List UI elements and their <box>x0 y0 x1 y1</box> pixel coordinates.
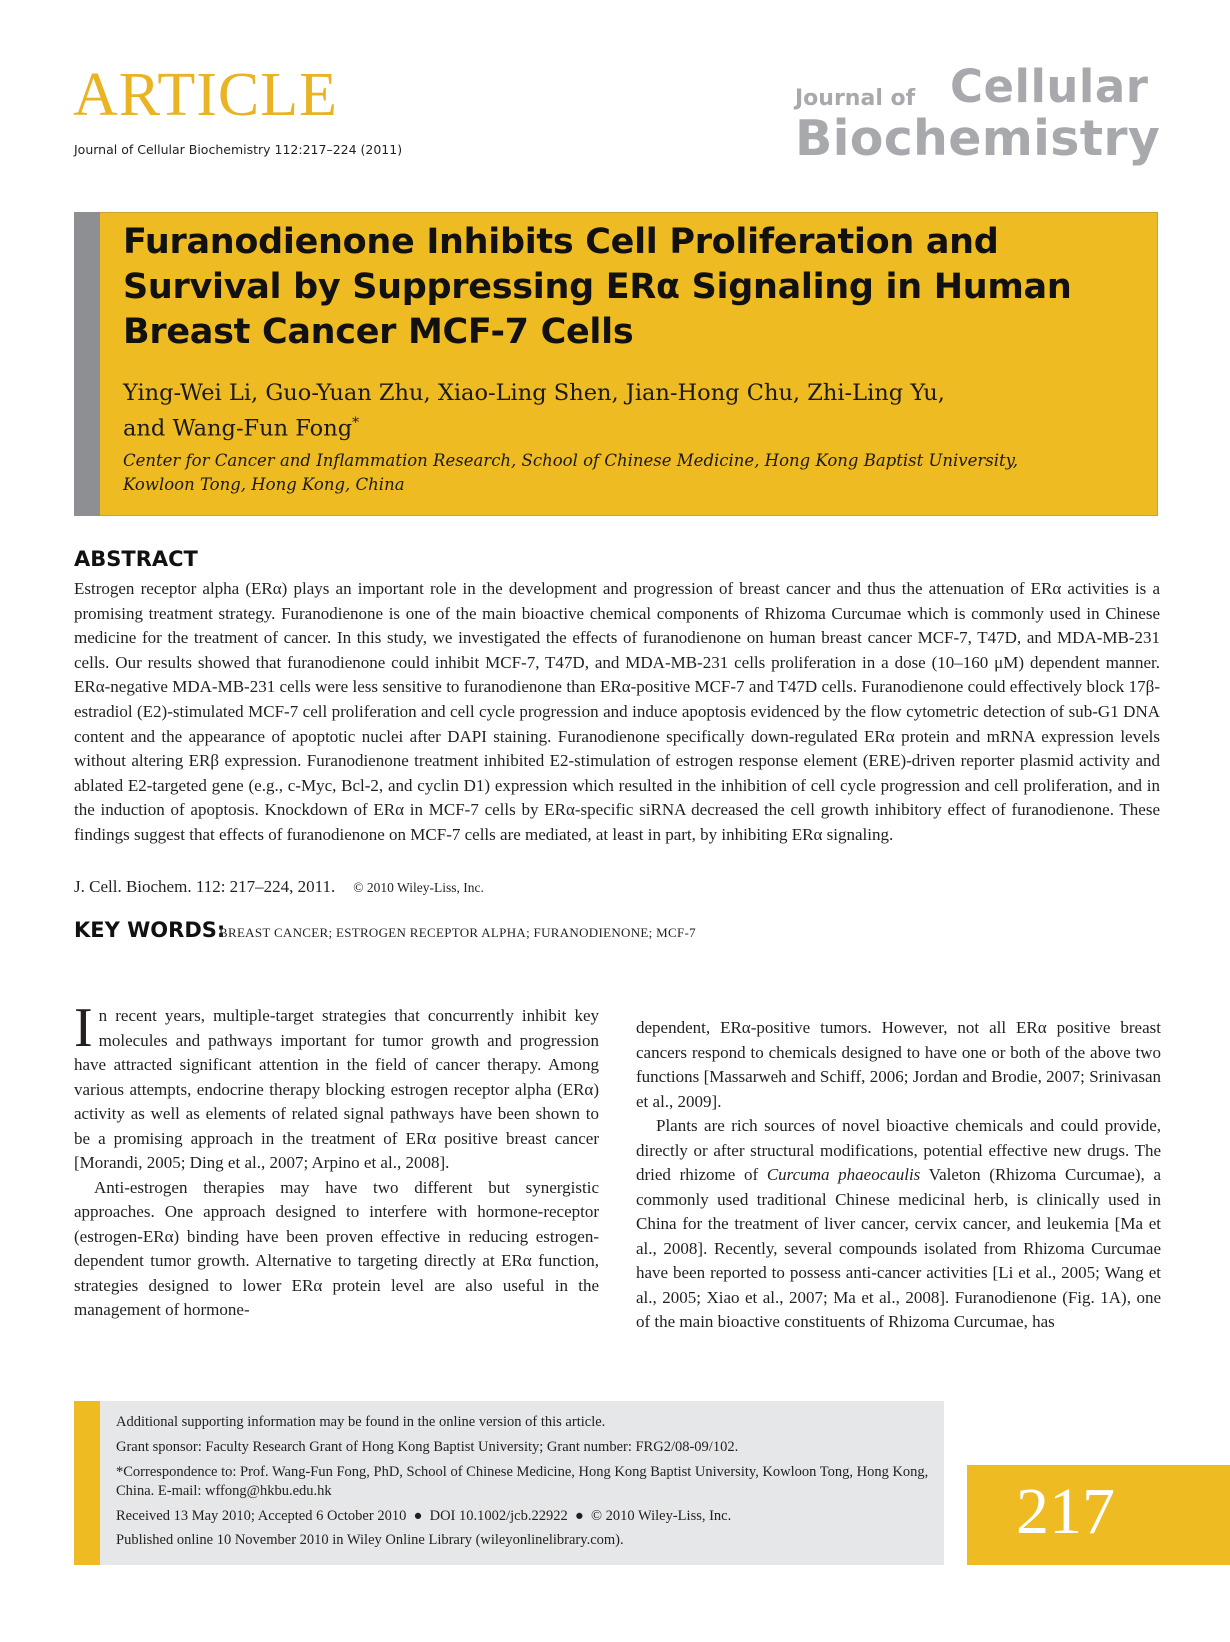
paragraph-text: Plants are rich sources of novel bioactive chemicals and could provide, directly or after structural modifications, potential effective new drugs. The dried rhizome of <box>636 1116 1161 1184</box>
paragraph: Anti-estrogen therapies may have two different but synergistic approaches. One approach designed to interfere with hormone-receptor (estrogen-ERα) binding have been proven effective in reducing estrogen-dependent tumor growth. Alternative to targeting directly at ERα function, strategies designed to lower ERα protein level are also useful in the management of hormone- <box>74 1177 599 1319</box>
abstract-heading: ABSTRACT <box>74 547 198 571</box>
species-name: Curcuma phaeocaulis <box>766 1165 921 1184</box>
paragraph-text: Valeton (Rhizoma Curcumae), a commonly used traditional Chinese medicinal herb, is clinically used in China for the treatment of liver cancer, cervix cancer, and leukemia [Ma et al., 2008]. Recently, several compounds isolated from Rhizoma Curcumae have been reported to possess anti-cancer activities [Li et al., 2005; Wang et al., 2005; Xiao et al., 2007; Ma et al., 2008]. Furanodienone (Fig. 1A), one of the main bioactive constituents of Rhizoma Curcumae, has <box>636 1165 1161 1331</box>
author-last: and Wang-Fun Fong <box>123 415 353 442</box>
abstract-copyright: © 2010 Wiley-Liss, Inc. <box>353 880 484 895</box>
journal-citation: Journal of Cellular Biochemistry 112:217–224 (2011) <box>74 142 403 157</box>
footer-received-line <box>116 1507 936 1526</box>
abstract-text: Estrogen receptor alpha (ERα) plays an important role in the development and progression of breast cancer and thus the attenuation of ERα activities is a promising treatment strategy. Furanodienone is one of the main bioactive chemical components of Rhizoma Curcumae which is commonly used in Chinese medicine for the treatment of cancer. In this study, we investigated the effects of furanodienone on human breast cancer MCF-7, T47D, and MDA-MB-231 cells. Our results showed that furanodienone could inhibit MCF-7, T47D, and MDA-MB-231 cells proliferation in a dose (10–160 μM) dependent manner. ERα-negative MDA-MB-231 cells were less sensitive to furanodienone than ERα-positive MCF-7 and T47D cells. Furanodienone could effectively block 17β-estradiol (E2)-stimulated MCF-7 cell proliferation and cell cycle progression and induce apoptosis evidenced by the flow cytometric detection of sub-G1 DNA content and the appearance of apoptotic nuclei after DAPI staining. Furanodienone specifically down-regulated ERα protein and mRNA expression levels without altering ERβ expression. Furanodienone treatment inhibited E2-stimulation of estrogen response element (ERE)-driven reporter plasmid activity and ablated E2-targeted gene (e.g., c-Myc, Bcl-2, and cyclin D1) expression which resulted in the inhibition of cell cycle progression and cell proliferation, and in the induction of apoptosis. Knockdown of ERα in MCF-7 cells by ERα-specific siRNA decreased the cell growth inhibitory effect of furanodienone. These findings suggest that effects of furanodienone on MCF-7 cells are mediated, at least in part, by inhibiting ERα signaling. <box>74 579 1160 844</box>
author-line-2 <box>123 408 1143 444</box>
paragraph <box>74 997 599 1176</box>
footer-copyright: © 2010 Wiley-Liss, Inc. <box>591 1508 732 1524</box>
article-title: Furanodienone Inhibits Cell Proliferation and Survival by Suppressing ERα Signaling in Human Breast Cancer MCF-7 Cells <box>123 222 1072 352</box>
title-panel-bar <box>74 212 100 516</box>
footer-panel-bar <box>74 1401 100 1565</box>
page-number: 217 <box>1016 1475 1115 1548</box>
affiliation-line-2: Kowloon Tong, Hong Kong, China <box>123 475 405 494</box>
journal-logo-biochemistry: Biochemistry <box>795 110 1161 167</box>
footer-received: Received 13 May 2010; Accepted 6 October 2010 <box>116 1508 407 1524</box>
bullet-icon: ● <box>409 1508 426 1524</box>
article-type-label: ARTICLE <box>73 61 339 129</box>
footer-published: Published online 10 November 2010 in Wiley Online Library (wileyonlinelibrary.com). <box>116 1532 624 1548</box>
keywords-heading: KEY WORDS: <box>74 918 226 942</box>
affiliation-line-1: Center for Cancer and Inflammation Research, School of Chinese Medicine, Hong Kong Baptist University, <box>123 451 1019 470</box>
keywords-text: BREAST CANCER; ESTROGEN RECEPTOR ALPHA; FURANODIENONE; MCF-7 <box>219 925 696 940</box>
footer-doi: DOI 10.1002/jcb.22922 <box>429 1508 568 1524</box>
footer-correspondence: *Correspondence to: Prof. Wang-Fun Fong, PhD, School of Chinese Medicine, Hong Kong Baptist University, Kowloon Tong, Hong Kong, China. E-mail: wffong@hkbu.edu.hk <box>116 1464 929 1499</box>
journal-logo-of: Journal of <box>795 86 916 111</box>
corresponding-mark: * <box>352 415 360 431</box>
journal-logo-cellular: Cellular <box>950 60 1149 113</box>
body-column-right <box>636 1016 1161 1335</box>
author-list <box>123 378 1143 444</box>
footer-grant: Grant sponsor: Faculty Research Grant of Hong Kong Baptist University; Grant number: FRG2/08-09/102. <box>116 1439 739 1455</box>
abstract-citation-line <box>74 877 484 897</box>
paragraph <box>636 1114 1161 1335</box>
paragraph: dependent, ERα-positive tumors. However, not all ERα positive breast cancers respond to chemicals designed to have one or both of the above two functions [Massarweh and Schiff, 2006; Jordan and Brodie, 2007; Srinivasan et al., 2009]. <box>636 1018 1161 1111</box>
affiliation <box>123 449 1143 497</box>
footer-supporting-info: Additional supporting information may be found in the online version of this article. <box>116 1414 606 1430</box>
paragraph-text: n recent years, multiple-target strategies that concurrently inhibit key molecules and pathways important for tumor growth and progression have attracted significant attention in the field of cancer therapy. Among various attempts, endocrine therapy blocking estrogen receptor alpha (ERα) activity as well as elements of related signal pathways have been shown to be a promising approach in the treatment of ERα positive breast cancer [Morandi, 2005; Ding et al., 2007; Arpino et al., 2008]. <box>74 1006 599 1172</box>
abstract-citation: J. Cell. Biochem. 112: 217–224, 2011. <box>74 877 336 896</box>
bullet-icon: ● <box>571 1508 588 1524</box>
body-column-left <box>74 997 599 1323</box>
drop-cap: I <box>74 997 93 1059</box>
author-line-1: Ying-Wei Li, Guo-Yuan Zhu, Xiao-Ling Shen, Jian-Hong Chu, Zhi-Ling Yu, <box>123 380 945 406</box>
